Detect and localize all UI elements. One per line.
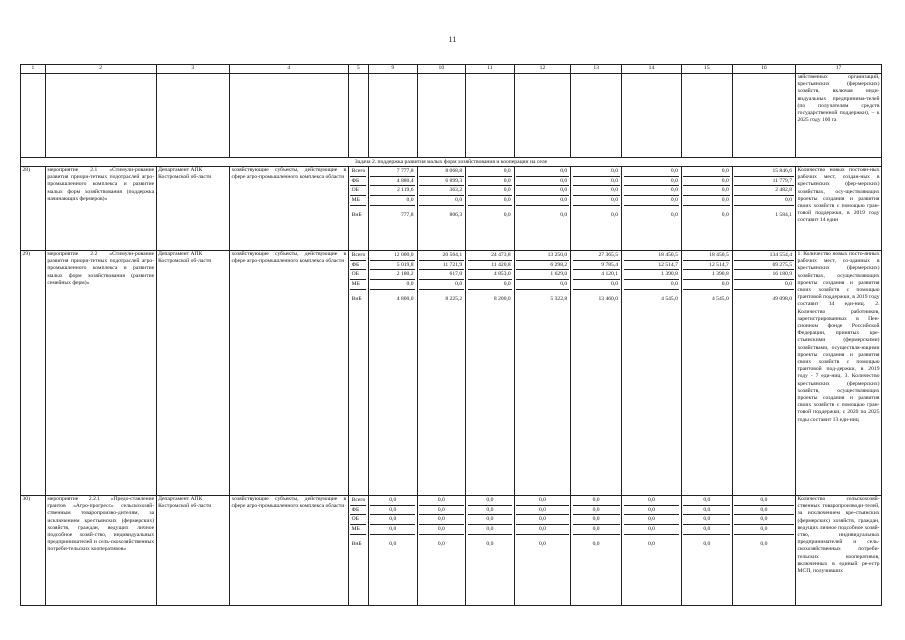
- funding-value: 8 200,0: [493, 295, 511, 302]
- funding-value: 0,0: [560, 211, 568, 218]
- funding-value: 0,0: [516, 196, 568, 206]
- funding-value: 9 785,4: [573, 260, 620, 270]
- expected-result: Количество сельскохозяй-ственных товаропроизводи-телей, за исключением кре-стьянских (фермерских) хозяйств, граждан, ведущих личное подсобное хозяй-ство, индивидуальных предпринимателей и сель-скохозяйственных потреби-тельских кооперативов, включенных в единый ре-естр МСП, получивших: [796, 496, 882, 606]
- funding-value: 0,0: [573, 505, 620, 515]
- funding-value: 0,0: [370, 505, 415, 515]
- funding-value: 0,0: [419, 505, 464, 515]
- funding-value: 0,0: [734, 525, 793, 535]
- year-values: [417, 496, 466, 606]
- funding-value: 0,0: [468, 515, 513, 525]
- year-values: [368, 496, 417, 606]
- executor: Департамент АПК Костромской об-ласти: [156, 251, 229, 496]
- funding-source-label: ОБ: [350, 186, 366, 196]
- funding-value: 12 514,7: [683, 260, 730, 270]
- column-header: 17: [796, 65, 882, 74]
- column-header: 9: [368, 65, 417, 74]
- funding-value: 806,3: [449, 211, 463, 218]
- funding-value: 1 390,8: [624, 270, 680, 280]
- funding-value: 0,0: [573, 176, 620, 186]
- funding-value: 20 564,1: [419, 251, 464, 260]
- expected-result: 1. Количество новых посто-янных рабочих мест, со-зданных в крестьянских (фермерских) хозяйствах, осуществляющих проекты создания и развития своих хозяйств с помощью грантовой поддержки, в 2019 году составит 14 еди-ниц. 2. Количество работников, зарегистрированных в Пен-сионном фонде Российской Федерации, принятых кре-стьянскими (фермерскими) хозяйствами, осуществля-ющими проекты создания и развития своих хозяйств с помощью грантовой под-держки, в 2019 году - 7 еди-ниц. 3. Количество крестьянских (фермерских) хозяйств, осуществляющих проекты создания и развития своих хозяйств с помощью гран-товой поддержки, с 2020 по 2025 годы составит 13 еди-ниц: [796, 251, 882, 496]
- executor: Департамент АПК Костромской об-ласти: [156, 167, 229, 251]
- funding-value: 7 777,8: [370, 167, 415, 176]
- funding-value: 0,0: [734, 515, 793, 525]
- year-values: [417, 251, 466, 496]
- funding-value: 18 450,5: [624, 251, 680, 260]
- funding-value: 0,0: [468, 186, 513, 196]
- funding-value: 4 545,0: [661, 295, 678, 302]
- funding-value: 0,0: [760, 540, 768, 547]
- funding-value: 0,0: [573, 515, 620, 525]
- funding-value: 0,0: [624, 515, 680, 525]
- funding-value: 0,0: [670, 211, 678, 218]
- year-values: [732, 496, 795, 606]
- funding-value: 0,0: [683, 525, 730, 535]
- funding-value: 0,0: [683, 196, 730, 206]
- column-header-row: [21, 65, 882, 74]
- funding-value: 0,0: [516, 505, 568, 515]
- funding-value: 0,0: [468, 496, 513, 505]
- funding-source-label: ФБ: [350, 260, 366, 270]
- funding-value: 0,0: [624, 505, 680, 515]
- measure-row: [21, 251, 882, 496]
- funding-value: 4 800,0: [396, 295, 414, 302]
- funding-value: 6 298,2: [516, 260, 568, 270]
- funding-source-label: Всего: [350, 167, 366, 176]
- participants: хозяйствующие субъекты, действующие в сфере агро-промышленного комплекса области: [230, 251, 349, 496]
- column-header: 16: [732, 65, 795, 74]
- year-values: [368, 167, 417, 251]
- funding-value: 0,0: [516, 167, 568, 176]
- column-header: 2: [45, 65, 156, 74]
- funding-value: 0,0: [683, 505, 730, 515]
- funding-value: 0,0: [516, 515, 568, 525]
- funding-value: 11 420,8: [468, 260, 513, 270]
- funding-value: 11 779,7: [734, 176, 793, 186]
- funding-value: 0,0: [516, 186, 568, 196]
- funding-value: 0,0: [573, 496, 620, 505]
- funding-value: 49 098,0: [772, 295, 793, 302]
- measure-name: мероприятие 2.2 «Стимули-рование развития приори-тетных подотраслей агро-промышленного комплекса и развитие малых форм хозяйствования (развитие семейных ферм)»: [45, 251, 156, 496]
- measure-name: мероприятие 2.2.1 «Предо-ставление грантов «Агро-прогресс» сельскохозяй-ственным товаропроизво-дителям, за исключением крестьянских (фермерских) хозяйств, граждан, ведущих личное подсобное хозяй-ство, индивидуальных предпринимателей и сель-скохозяйственных потреби-тельских кооперативов»: [45, 496, 156, 606]
- funding-value: 0,0: [611, 211, 619, 218]
- funding-value: 0,0: [647, 540, 655, 547]
- task-title: Задача 2. поддержка развития малых форм хозяйствования и кооперации на селе: [21, 158, 882, 167]
- funding-source-label: ОБ: [350, 515, 366, 525]
- funding-value: 0,0: [683, 176, 730, 186]
- funding-value: 0,0: [573, 167, 620, 176]
- funding-value: 0,0: [624, 496, 680, 505]
- funding-source-label: Всего: [350, 251, 366, 260]
- funding-source-label: ФБ: [350, 176, 366, 186]
- funding-value: 1 390,8: [683, 270, 730, 280]
- funding-value: 0,0: [624, 167, 680, 176]
- measure-name: мероприятие 2.1 «Стимули-рование развития приори-тетных подотраслей агро-промышленного комплекса и развитие малых форм хозяйствования (поддержка начинающих фермеров)»: [45, 167, 156, 251]
- funding-value: 0,0: [516, 525, 568, 535]
- funding-source-label: Всего: [350, 496, 366, 505]
- funding-value: 0,0: [734, 496, 793, 505]
- column-header: 11: [466, 65, 515, 74]
- year-values: [571, 167, 622, 251]
- funding-value: 0,0: [370, 525, 415, 535]
- funding-source-label: ВнБ: [351, 295, 362, 302]
- funding-value: 1 584,1: [775, 211, 793, 218]
- year-values: [466, 167, 515, 251]
- funding-source-label: МБ: [350, 525, 366, 535]
- funding-source-label: МБ: [350, 280, 366, 290]
- year-values: [571, 496, 622, 606]
- funding-value: 0,0: [468, 525, 513, 535]
- column-header: 12: [514, 65, 570, 74]
- funding-value: 0,0: [516, 176, 568, 186]
- year-values: [417, 167, 466, 251]
- expected-result: Количество новых постоян-ных рабочих мест, создан-ных в крестьянских (фер-мерских) хозяйствах, осу-ществляющих проекты создания и развития своих хозяйств с помощью гран-товой поддержки, в 2019 году составит 14 един: [796, 167, 882, 251]
- year-values: [514, 251, 570, 496]
- funding-value: 0,0: [468, 176, 513, 186]
- column-header: 13: [571, 65, 622, 74]
- funding-value: 0,0: [683, 280, 730, 290]
- year-values: [681, 167, 732, 251]
- funding-value: 0,0: [703, 540, 711, 547]
- funding-value: 12 000,0: [370, 251, 415, 260]
- funding-value: 0,0: [592, 540, 600, 547]
- funding-value: 0,0: [538, 540, 546, 547]
- funding-value: 0,0: [370, 515, 415, 525]
- task-row: [21, 158, 882, 167]
- column-header: 15: [681, 65, 732, 74]
- funding-value: 11 721,9: [419, 260, 464, 270]
- funding-value: 0,0: [683, 515, 730, 525]
- year-values: [732, 167, 795, 251]
- funding-value: 0,0: [734, 196, 793, 206]
- funding-value: 16 180,9: [734, 270, 793, 280]
- program-table: [20, 64, 882, 606]
- funding-value: 0,0: [370, 196, 415, 206]
- funding-value: 69 275,5: [734, 260, 793, 270]
- participants: хозяйствующие субъекты, действующие в сфере агро-промышленного комплекса области: [230, 167, 349, 251]
- row-number: 30): [21, 496, 46, 606]
- funding-value: 134 554,4: [734, 251, 793, 260]
- funding-source-label: ВнБ: [351, 211, 362, 218]
- funding-value: 0,0: [419, 196, 464, 206]
- funding-value: 0,0: [624, 525, 680, 535]
- funding-source-label: ОБ: [350, 270, 366, 280]
- funding-value: 0,0: [683, 186, 730, 196]
- funding-value: 0,0: [419, 525, 464, 535]
- funding-value: 0,0: [437, 540, 445, 547]
- funding-source-label: ВнБ: [351, 540, 362, 547]
- year-values: [466, 496, 515, 606]
- funding-value: 6 899,3: [419, 176, 464, 186]
- column-header: 1: [21, 65, 46, 74]
- year-values: [622, 167, 682, 251]
- funding-source-label: МБ: [350, 196, 366, 206]
- funding-value: 1 629,0: [516, 270, 568, 280]
- funding-value: 0,0: [370, 280, 415, 290]
- year-values: [466, 251, 515, 496]
- funding-value: 13 250,0: [516, 251, 568, 260]
- funding-value: 0,0: [516, 280, 568, 290]
- funding-value: 2 119,6: [370, 186, 415, 196]
- funding-value: 4 545,0: [711, 295, 729, 302]
- funding-value: 27 365,5: [573, 251, 620, 260]
- year-values: [368, 251, 417, 496]
- column-header: 4: [230, 65, 349, 74]
- funding-value: 5 322,8: [550, 295, 568, 302]
- funding-value: 0,0: [573, 186, 620, 196]
- year-values: [514, 167, 570, 251]
- funding-value: 0,0: [419, 496, 464, 505]
- funding-value: 0,0: [468, 280, 513, 290]
- funding-sources: [348, 251, 368, 496]
- continuation-row: [21, 74, 882, 158]
- funding-source-label: ФБ: [350, 505, 366, 515]
- year-values: [681, 496, 732, 606]
- measure-row: [21, 496, 882, 606]
- funding-value: 0,0: [468, 505, 513, 515]
- funding-value: 4 853,0: [468, 270, 513, 280]
- year-values: [514, 496, 570, 606]
- funding-value: 2 482,8: [734, 186, 793, 196]
- funding-value: 24 473,8: [468, 251, 513, 260]
- funding-value: 0,0: [516, 496, 568, 505]
- funding-value: 18 450,5: [683, 251, 730, 260]
- participants: хозяйствующие субъекты, действующие в сфере агро-промышленного комплекса области: [230, 496, 349, 606]
- funding-value: 0,0: [370, 496, 415, 505]
- funding-value: 0,0: [573, 196, 620, 206]
- column-header: 5: [348, 65, 368, 74]
- measure-row: [21, 167, 882, 251]
- year-values: [622, 251, 682, 496]
- funding-value: 0,0: [468, 167, 513, 176]
- year-values: [622, 496, 682, 606]
- funding-value: 0,0: [389, 540, 397, 547]
- funding-value: 617,0: [419, 270, 464, 280]
- funding-value: 777,8: [400, 211, 414, 218]
- funding-value: 0,0: [573, 525, 620, 535]
- funding-value: 2 180,2: [370, 270, 415, 280]
- funding-value: 4 880,4: [370, 176, 415, 186]
- funding-value: 15 846,6: [734, 167, 793, 176]
- funding-value: 8 068,8: [419, 167, 464, 176]
- funding-value: 13 460,0: [598, 295, 619, 302]
- row-number: 28): [21, 167, 46, 251]
- funding-value: 0,0: [503, 211, 511, 218]
- year-values: [732, 251, 795, 496]
- page-number: 11: [448, 35, 457, 44]
- column-header: 10: [417, 65, 466, 74]
- funding-value: 0,0: [624, 280, 680, 290]
- funding-value: 363,2: [419, 186, 464, 196]
- funding-value: 12 514,7: [624, 260, 680, 270]
- column-header: 14: [622, 65, 682, 74]
- funding-value: 0,0: [419, 280, 464, 290]
- funding-value: 0,0: [486, 540, 494, 547]
- funding-value: 0,0: [683, 167, 730, 176]
- funding-value: 0,0: [624, 196, 680, 206]
- column-header: 3: [156, 65, 229, 74]
- funding-value: 8 225,2: [445, 295, 463, 302]
- continuation-result: зяйственных организаций, крестьянских (фермерских) хозяйств, включая инди-видуальных предпринима-телей (по получателям средств государственной поддержки), – к 2025 году 100 га: [796, 74, 882, 158]
- funding-value: 0,0: [734, 280, 793, 290]
- funding-sources: [348, 167, 368, 251]
- funding-value: 4 120,1: [573, 270, 620, 280]
- funding-value: 5 019,8: [370, 260, 415, 270]
- funding-value: 0,0: [734, 505, 793, 515]
- funding-value: 0,0: [573, 280, 620, 290]
- funding-value: 0,0: [683, 496, 730, 505]
- executor: Департамент АПК Костромской об-ласти: [156, 496, 229, 606]
- year-values: [681, 251, 732, 496]
- funding-value: 0,0: [624, 176, 680, 186]
- funding-value: 0,0: [624, 186, 680, 196]
- funding-sources: [348, 496, 368, 606]
- funding-value: 0,0: [468, 196, 513, 206]
- funding-value: 0,0: [419, 515, 464, 525]
- year-values: [571, 251, 622, 496]
- funding-value: 0,0: [721, 211, 729, 218]
- row-number: 29): [21, 251, 46, 496]
